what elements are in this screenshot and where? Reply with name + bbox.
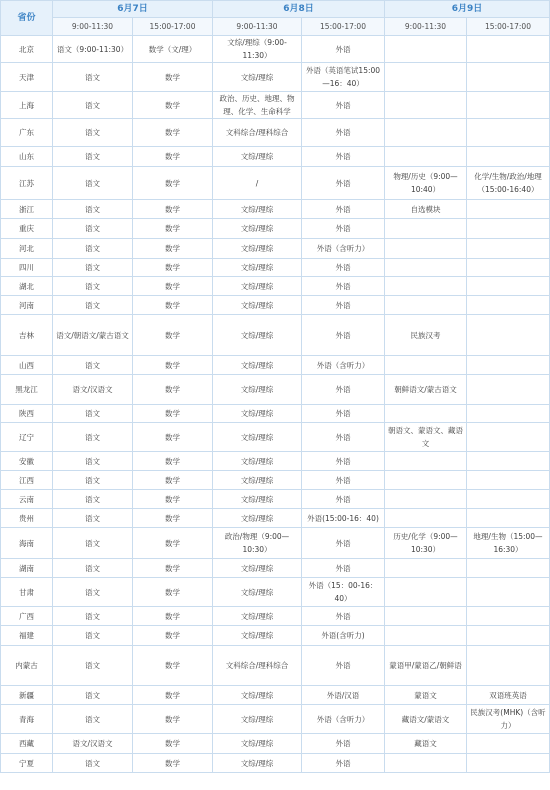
exam-cell: 语文 bbox=[53, 490, 133, 509]
exam-cell: 藏语文 bbox=[385, 734, 467, 754]
exam-cell: 外语（含听力） bbox=[302, 356, 385, 375]
exam-cell: 数学 bbox=[133, 509, 213, 528]
exam-cell: 语文 bbox=[53, 200, 133, 219]
exam-cell bbox=[385, 296, 467, 315]
exam-cell bbox=[385, 471, 467, 490]
exam-cell: 政治、历史、地理、物理、化学、生命科学 bbox=[213, 92, 302, 119]
exam-cell bbox=[385, 509, 467, 528]
exam-cell: 外语 bbox=[302, 754, 385, 773]
province-cell: 江苏 bbox=[1, 167, 53, 200]
table-row bbox=[1, 626, 550, 646]
time-header: 15:00-17:00 bbox=[133, 18, 213, 36]
exam-cell: 语文 bbox=[53, 452, 133, 471]
exam-cell: 文综/理综 bbox=[213, 423, 302, 452]
table-row bbox=[1, 375, 550, 405]
exam-cell: 文科综合/理科综合 bbox=[213, 646, 302, 686]
exam-cell: 外语 bbox=[302, 559, 385, 578]
province-cell: 福建 bbox=[1, 626, 53, 646]
exam-cell: 民族汉考(MHK)（含听力） bbox=[467, 705, 550, 734]
province-cell: 北京 bbox=[1, 36, 53, 63]
exam-cell bbox=[467, 356, 550, 375]
exam-cell: 数学 bbox=[133, 734, 213, 754]
exam-cell bbox=[467, 509, 550, 528]
exam-cell: 数学 bbox=[133, 490, 213, 509]
exam-cell: 数学 bbox=[133, 167, 213, 200]
exam-cell: 外语（含听力） bbox=[302, 705, 385, 734]
exam-cell: 数学 bbox=[133, 423, 213, 452]
exam-cell: 数学 bbox=[133, 452, 213, 471]
exam-cell: 外语 bbox=[302, 423, 385, 452]
table-row bbox=[1, 559, 550, 578]
time-header: 15:00-17:00 bbox=[467, 18, 550, 36]
exam-cell: 数学 bbox=[133, 296, 213, 315]
exam-cell: 藏语文/蒙语文 bbox=[385, 705, 467, 734]
exam-cell bbox=[467, 63, 550, 92]
exam-cell: 数学 bbox=[133, 356, 213, 375]
exam-cell: 数学 bbox=[133, 471, 213, 490]
table-row bbox=[1, 423, 550, 452]
exam-cell: 数学 bbox=[133, 200, 213, 219]
exam-cell bbox=[385, 405, 467, 423]
exam-cell: 语文 bbox=[53, 63, 133, 92]
exam-cell: 外语/汉语 bbox=[302, 686, 385, 705]
exam-cell: 数学 bbox=[133, 259, 213, 277]
exam-cell: 朝语文、蒙语文、藏语文 bbox=[385, 423, 467, 452]
exam-cell bbox=[385, 452, 467, 471]
exam-cell: 外语 bbox=[302, 36, 385, 63]
exam-cell: 语文 bbox=[53, 92, 133, 119]
province-cell: 江西 bbox=[1, 471, 53, 490]
exam-cell: 文综/理综 bbox=[213, 315, 302, 356]
table-row bbox=[1, 92, 550, 119]
exam-cell: 数学 bbox=[133, 119, 213, 147]
exam-cell: 语文 bbox=[53, 646, 133, 686]
table-row bbox=[1, 734, 550, 754]
exam-cell bbox=[467, 219, 550, 239]
exam-cell: 语文 bbox=[53, 296, 133, 315]
province-cell: 云南 bbox=[1, 490, 53, 509]
exam-cell bbox=[467, 452, 550, 471]
table-row bbox=[1, 36, 550, 63]
exam-cell: 外语（含听力） bbox=[302, 239, 385, 259]
exam-cell bbox=[467, 607, 550, 626]
exam-cell: 语文 bbox=[53, 239, 133, 259]
exam-cell: 文综/理综（9:00-11:30） bbox=[213, 36, 302, 63]
province-cell: 湖南 bbox=[1, 559, 53, 578]
exam-cell: 语文 bbox=[53, 119, 133, 147]
exam-cell: 文科综合/理科综合 bbox=[213, 119, 302, 147]
province-cell: 甘肃 bbox=[1, 578, 53, 607]
exam-cell: 外语 bbox=[302, 607, 385, 626]
exam-cell: 数学 bbox=[133, 219, 213, 239]
exam-cell bbox=[385, 119, 467, 147]
exam-cell: 文综/理综 bbox=[213, 559, 302, 578]
exam-cell: 语文/汉语文 bbox=[53, 375, 133, 405]
exam-cell: 语文 bbox=[53, 147, 133, 167]
exam-cell: 外语 bbox=[302, 471, 385, 490]
exam-cell: 文综/理综 bbox=[213, 375, 302, 405]
province-cell: 陕西 bbox=[1, 405, 53, 423]
exam-cell bbox=[385, 239, 467, 259]
exam-cell: 文综/理综 bbox=[213, 607, 302, 626]
table-row bbox=[1, 147, 550, 167]
exam-cell bbox=[467, 405, 550, 423]
province-cell: 内蒙古 bbox=[1, 646, 53, 686]
table-row bbox=[1, 167, 550, 200]
exam-cell: 外语（15：00-16：40） bbox=[302, 578, 385, 607]
exam-cell: 外语 bbox=[302, 528, 385, 559]
exam-cell bbox=[467, 147, 550, 167]
exam-cell: 语文/朝语文/蒙古语文 bbox=[53, 315, 133, 356]
province-cell: 四川 bbox=[1, 259, 53, 277]
province-header: 省份 bbox=[1, 1, 53, 36]
province-cell: 广西 bbox=[1, 607, 53, 626]
exam-cell: 文综/理综 bbox=[213, 578, 302, 607]
table-row bbox=[1, 315, 550, 356]
exam-cell bbox=[385, 147, 467, 167]
exam-cell: 外语 bbox=[302, 405, 385, 423]
exam-cell: 数学 bbox=[133, 578, 213, 607]
time-header: 9:00-11:30 bbox=[213, 18, 302, 36]
province-cell: 上海 bbox=[1, 92, 53, 119]
exam-cell bbox=[385, 259, 467, 277]
table-row bbox=[1, 277, 550, 296]
province-cell: 青海 bbox=[1, 705, 53, 734]
exam-cell bbox=[467, 296, 550, 315]
province-cell: 天津 bbox=[1, 63, 53, 92]
exam-cell bbox=[467, 259, 550, 277]
schedule-body bbox=[1, 36, 550, 773]
exam-cell: 外语 bbox=[302, 219, 385, 239]
exam-cell: 语文 bbox=[53, 559, 133, 578]
exam-cell: 文综/理综 bbox=[213, 356, 302, 375]
exam-cell: 数学 bbox=[133, 559, 213, 578]
exam-cell: 外语 bbox=[302, 296, 385, 315]
day-header-jun7: 6月7日 bbox=[53, 1, 213, 18]
exam-cell bbox=[467, 734, 550, 754]
exam-cell: 外语 bbox=[302, 452, 385, 471]
exam-cell: 数学 bbox=[133, 754, 213, 773]
exam-cell: 外语 bbox=[302, 646, 385, 686]
table-row bbox=[1, 239, 550, 259]
exam-cell: 民族汉考 bbox=[385, 315, 467, 356]
exam-cell bbox=[467, 646, 550, 686]
exam-cell: 双语班英语 bbox=[467, 686, 550, 705]
exam-cell: 文综/理综 bbox=[213, 219, 302, 239]
province-cell: 河北 bbox=[1, 239, 53, 259]
day-header-jun9: 6月9日 bbox=[385, 1, 550, 18]
province-cell: 吉林 bbox=[1, 315, 53, 356]
exam-cell bbox=[385, 277, 467, 296]
exam-cell: 文综/理综 bbox=[213, 200, 302, 219]
time-header: 9:00-11:30 bbox=[53, 18, 133, 36]
exam-cell bbox=[467, 578, 550, 607]
exam-cell: 数学 bbox=[133, 147, 213, 167]
exam-cell bbox=[385, 490, 467, 509]
exam-cell: 文综/理综 bbox=[213, 277, 302, 296]
exam-cell: 外语（英语笔试15:00—16：40） bbox=[302, 63, 385, 92]
table-row bbox=[1, 471, 550, 490]
exam-cell bbox=[385, 219, 467, 239]
province-cell: 山西 bbox=[1, 356, 53, 375]
exam-cell: 外语 bbox=[302, 200, 385, 219]
table-row bbox=[1, 686, 550, 705]
table-row bbox=[1, 119, 550, 147]
exam-cell: 数学 bbox=[133, 63, 213, 92]
exam-cell bbox=[385, 356, 467, 375]
table-row bbox=[1, 490, 550, 509]
exam-cell: 数学 bbox=[133, 528, 213, 559]
exam-cell: 外语 bbox=[302, 167, 385, 200]
table-row bbox=[1, 607, 550, 626]
exam-cell: 文综/理综 bbox=[213, 490, 302, 509]
exam-cell bbox=[385, 559, 467, 578]
time-header: 9:00-11:30 bbox=[385, 18, 467, 36]
exam-cell bbox=[385, 607, 467, 626]
province-cell: 重庆 bbox=[1, 219, 53, 239]
exam-cell bbox=[467, 119, 550, 147]
exam-cell: 数学 bbox=[133, 646, 213, 686]
exam-cell: 语文 bbox=[53, 754, 133, 773]
exam-cell: 文综/理综 bbox=[213, 63, 302, 92]
exam-cell: 外语 bbox=[302, 277, 385, 296]
exam-cell: 政治/物理（9:00—10:30） bbox=[213, 528, 302, 559]
table-row bbox=[1, 705, 550, 734]
exam-cell: 文综/理综 bbox=[213, 734, 302, 754]
exam-cell: 文综/理综 bbox=[213, 686, 302, 705]
province-cell: 湖北 bbox=[1, 277, 53, 296]
province-cell: 山东 bbox=[1, 147, 53, 167]
province-cell: 辽宁 bbox=[1, 423, 53, 452]
exam-cell: 文综/理综 bbox=[213, 259, 302, 277]
exam-cell bbox=[467, 375, 550, 405]
table-row bbox=[1, 578, 550, 607]
exam-cell bbox=[385, 754, 467, 773]
exam-cell: 文综/理综 bbox=[213, 147, 302, 167]
exam-cell: 语文 bbox=[53, 423, 133, 452]
table-row bbox=[1, 754, 550, 773]
exam-cell bbox=[467, 92, 550, 119]
exam-cell: 语文 bbox=[53, 259, 133, 277]
table-row bbox=[1, 63, 550, 92]
exam-cell: 文综/理综 bbox=[213, 239, 302, 259]
exam-cell: 语文 bbox=[53, 167, 133, 200]
exam-cell bbox=[467, 471, 550, 490]
exam-cell: 语文 bbox=[53, 686, 133, 705]
exam-cell: 外语 bbox=[302, 734, 385, 754]
exam-cell: 物理/历史（9:00—10:40） bbox=[385, 167, 467, 200]
table-row bbox=[1, 356, 550, 375]
exam-cell: 文综/理综 bbox=[213, 405, 302, 423]
table-row bbox=[1, 296, 550, 315]
table-row bbox=[1, 405, 550, 423]
province-cell: 黑龙江 bbox=[1, 375, 53, 405]
table-row bbox=[1, 509, 550, 528]
exam-cell: 外语(含听力) bbox=[302, 626, 385, 646]
exam-cell: 数学 bbox=[133, 315, 213, 356]
exam-cell bbox=[467, 200, 550, 219]
province-cell: 海南 bbox=[1, 528, 53, 559]
exam-cell bbox=[467, 559, 550, 578]
exam-cell: 语文 bbox=[53, 356, 133, 375]
exam-cell: 语文 bbox=[53, 405, 133, 423]
province-cell: 安徽 bbox=[1, 452, 53, 471]
exam-cell: 数学 bbox=[133, 686, 213, 705]
exam-cell: 语文 bbox=[53, 471, 133, 490]
exam-cell bbox=[467, 490, 550, 509]
exam-cell: 外语 bbox=[302, 259, 385, 277]
exam-cell: 语文 bbox=[53, 219, 133, 239]
exam-cell: 数学 bbox=[133, 239, 213, 259]
table-row bbox=[1, 452, 550, 471]
exam-cell bbox=[385, 578, 467, 607]
exam-cell bbox=[467, 754, 550, 773]
table-row bbox=[1, 528, 550, 559]
exam-cell bbox=[385, 92, 467, 119]
exam-cell: 朝鲜语文/蒙古语文 bbox=[385, 375, 467, 405]
exam-cell: 外语 bbox=[302, 119, 385, 147]
exam-cell bbox=[467, 315, 550, 356]
time-header: 15:00-17:00 bbox=[302, 18, 385, 36]
exam-cell: 外语 bbox=[302, 490, 385, 509]
exam-cell: 蒙语甲/蒙语乙/朝鲜语 bbox=[385, 646, 467, 686]
exam-cell: 文综/理综 bbox=[213, 296, 302, 315]
exam-cell: 语文 bbox=[53, 509, 133, 528]
exam-cell bbox=[467, 239, 550, 259]
province-cell: 广东 bbox=[1, 119, 53, 147]
province-cell: 新疆 bbox=[1, 686, 53, 705]
province-cell: 浙江 bbox=[1, 200, 53, 219]
exam-cell: 外语(15:00-16：40) bbox=[302, 509, 385, 528]
table-row bbox=[1, 646, 550, 686]
exam-cell: / bbox=[213, 167, 302, 200]
exam-cell: 数学 bbox=[133, 607, 213, 626]
exam-cell bbox=[467, 277, 550, 296]
exam-cell: 语文 bbox=[53, 626, 133, 646]
exam-cell: 历史/化学（9:00—10:30） bbox=[385, 528, 467, 559]
table-row bbox=[1, 200, 550, 219]
exam-cell: 文综/理综 bbox=[213, 471, 302, 490]
exam-cell bbox=[467, 36, 550, 63]
table-row bbox=[1, 219, 550, 239]
exam-cell: 数学 bbox=[133, 626, 213, 646]
exam-cell: 语文（9:00-11:30） bbox=[53, 36, 133, 63]
province-cell: 河南 bbox=[1, 296, 53, 315]
exam-cell: 外语 bbox=[302, 147, 385, 167]
table-row bbox=[1, 259, 550, 277]
exam-cell bbox=[385, 36, 467, 63]
exam-cell: 化学/生物/政治/地理（15:00-16:40） bbox=[467, 167, 550, 200]
exam-cell: 数学（文/理） bbox=[133, 36, 213, 63]
exam-cell: 文综/理综 bbox=[213, 509, 302, 528]
exam-cell: 语文 bbox=[53, 705, 133, 734]
exam-cell: 外语 bbox=[302, 315, 385, 356]
exam-cell: 数学 bbox=[133, 375, 213, 405]
exam-cell: 数学 bbox=[133, 92, 213, 119]
exam-cell: 文综/理综 bbox=[213, 754, 302, 773]
province-cell: 贵州 bbox=[1, 509, 53, 528]
exam-cell: 自选模块 bbox=[385, 200, 467, 219]
exam-cell: 语文/汉语文 bbox=[53, 734, 133, 754]
exam-cell: 数学 bbox=[133, 705, 213, 734]
exam-cell: 语文 bbox=[53, 277, 133, 296]
exam-cell: 数学 bbox=[133, 277, 213, 296]
exam-cell bbox=[467, 423, 550, 452]
exam-cell bbox=[467, 626, 550, 646]
exam-cell: 蒙语文 bbox=[385, 686, 467, 705]
exam-cell bbox=[385, 626, 467, 646]
exam-cell: 语文 bbox=[53, 578, 133, 607]
exam-cell: 文综/理综 bbox=[213, 705, 302, 734]
province-cell: 西藏 bbox=[1, 734, 53, 754]
exam-cell: 文综/理综 bbox=[213, 452, 302, 471]
exam-cell: 语文 bbox=[53, 528, 133, 559]
exam-cell: 数学 bbox=[133, 405, 213, 423]
exam-cell: 文综/理综 bbox=[213, 626, 302, 646]
day-header-jun8: 6月8日 bbox=[213, 1, 385, 18]
exam-cell bbox=[385, 63, 467, 92]
exam-cell: 地理/生物（15:00—16:30） bbox=[467, 528, 550, 559]
exam-cell: 语文 bbox=[53, 607, 133, 626]
exam-cell: 外语 bbox=[302, 92, 385, 119]
province-cell: 宁夏 bbox=[1, 754, 53, 773]
exam-cell: 外语 bbox=[302, 375, 385, 405]
